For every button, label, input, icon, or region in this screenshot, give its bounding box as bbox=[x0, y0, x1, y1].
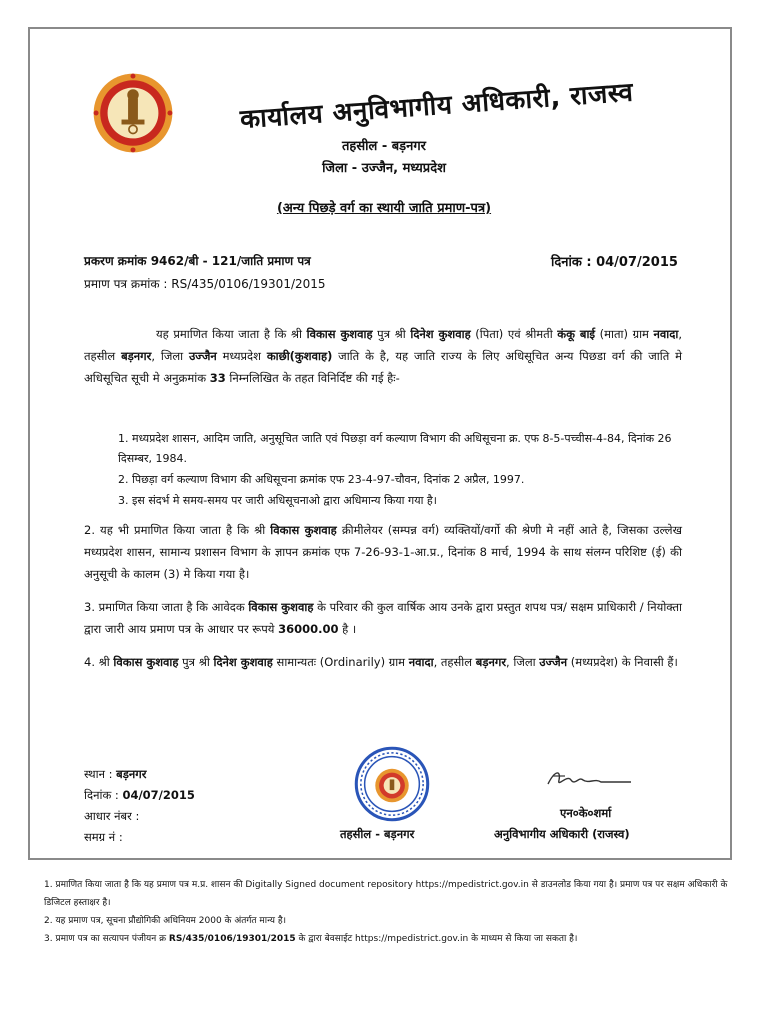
text-run: , जिला bbox=[151, 349, 189, 363]
officer-signature-icon bbox=[545, 766, 635, 792]
samagra-row: समग्र नं : bbox=[84, 830, 123, 844]
bold-text-run: उज्जैन bbox=[188, 349, 217, 363]
text-run: 1. प्रमाणित किया जाता है कि यह प्रमाण पत्र म.प्र. शासन की Digitally Signed document repository https://mpedistrict.gov.in से डाउनलोड किया गया है। प्रमाण पत्र पर सक्षम अधिकारी के डिजिटल हस्ताक्षर है। bbox=[44, 880, 728, 908]
footer-note bbox=[44, 930, 744, 948]
bold-text-run: विकास कुशवाह bbox=[270, 523, 337, 537]
bold-text-run: विकास कुशवाह bbox=[113, 655, 179, 669]
bold-text-run: नवादा bbox=[408, 655, 434, 669]
bold-text-run: RS/435/0106/19301/2015 bbox=[168, 934, 296, 944]
paragraph-2 bbox=[84, 519, 682, 585]
bold-text-run: 33 bbox=[209, 371, 226, 385]
bold-text-run: दिनेश कुशवाह bbox=[213, 655, 273, 669]
date-row: दिनांक : 04/07/2015 bbox=[84, 788, 195, 802]
bold-text-run: उज्जैन bbox=[539, 655, 568, 669]
bold-text-run: कंकू बाई bbox=[557, 327, 596, 341]
bold-text-run: काछी(कुशवाह) bbox=[266, 349, 333, 363]
seal-label: तहसील - बड़नगर bbox=[340, 827, 415, 841]
tehsil-line: तहसील - बड़नगर bbox=[342, 139, 426, 154]
officer-title: अनुविभागीय अधिकारी (राजस्व) bbox=[494, 827, 630, 841]
office-title: कार्यालय अनुविभागीय अधिकारी, राजस्व bbox=[239, 77, 635, 135]
text-run: , तहसील bbox=[84, 327, 683, 363]
text-run: 2. यह प्रमाण पत्र, सूचना प्रौद्योगिकी अधिनियम 2000 के अंतर्गत मान्य है। bbox=[44, 916, 287, 926]
aadhar-row: आधार नंबर : bbox=[84, 809, 140, 823]
district-line: जिला - उज्जैन, मध्यप्रदेश bbox=[322, 161, 446, 176]
text-run: , तहसील bbox=[433, 655, 476, 669]
text-run: 3. प्रमाणित किया जाता है कि आवेदक bbox=[84, 600, 249, 614]
text-run: है । bbox=[338, 622, 357, 636]
certificate-type: (अन्य पिछड़े वर्ग का स्थायी जाति प्रमाण-पत्र) bbox=[276, 201, 492, 216]
text-run: के परिवार की कुल वार्षिक आय उनके द्वारा प्रस्तुत शपथ पत्र/ सक्षम प्राधिकारी / नियोक्ता द्वारा जारी आय प्रमाण पत्र के आधार पर रूपये bbox=[84, 600, 682, 636]
bold-text-run: बड़नगर bbox=[475, 655, 507, 669]
list-item: 1. मध्यप्रदेश शासन, आदिम जाति, अनुसूचित जाति एवं पिछड़ा वर्ग कल्याण विभाग की अधिसूचना क्र. एफ 8-5-पच्चीस-4-84, दिनांक 26 दिसम्बर, 1984. bbox=[118, 432, 672, 465]
footer-notes bbox=[44, 876, 744, 948]
list-item: 3. इस संदर्भ मे समय-समय पर जारी अधिसूचनाओ द्वारा अधिमान्य किया गया है। bbox=[118, 494, 437, 507]
paragraph-3 bbox=[84, 596, 682, 640]
text-run: पुत्र श्री bbox=[372, 327, 411, 341]
text-run: जाति के है, यह जाति राज्य के लिए अधिसूचित अन्य पिछडा वर्ग की जाति मे अधिसूचित सूची मे अनुक्रमांक bbox=[84, 349, 682, 385]
text-run: (माता) ग्राम bbox=[595, 327, 654, 341]
officer-name: एन०के०शर्मा bbox=[560, 806, 612, 820]
footer-note bbox=[44, 912, 744, 930]
tehsil-seal-icon bbox=[354, 746, 430, 822]
text-run: निम्नलिखित के तहत विनिर्दिष्ट की गई हैः- bbox=[225, 371, 400, 385]
text-run: 2. यह भी प्रमाणित किया जाता है कि श्री bbox=[84, 523, 271, 537]
text-run: 3. प्रमाण पत्र का सत्यापन पंजीयन क्र bbox=[44, 934, 169, 944]
text-run: (मध्यप्रदेश) के निवासी हैं। bbox=[567, 655, 678, 669]
text-run: मध्यप्रदेश bbox=[216, 349, 267, 363]
paragraph-1 bbox=[84, 323, 682, 389]
text-run: पुत्र श्री bbox=[178, 655, 214, 669]
issue-date: दिनांक : 04/07/2015 bbox=[551, 255, 678, 270]
paragraph-4 bbox=[84, 651, 682, 673]
text-run: यह प्रमाणित किया जाता है कि श्री bbox=[156, 327, 307, 341]
text-run: 4. श्री bbox=[84, 655, 114, 669]
bold-text-run: नवादा bbox=[653, 327, 679, 341]
text-run: सामान्यतः (Ordinarily) ग्राम bbox=[272, 655, 409, 669]
bold-text-run: विकास कुशवाह bbox=[306, 327, 373, 341]
bold-text-run: 36000.00 bbox=[278, 622, 339, 636]
bold-text-run: बड़नगर bbox=[121, 349, 152, 363]
notification-list bbox=[118, 429, 682, 512]
text-run: क्रीमीलेयर (सम्पन्न वर्ग) व्यक्तियों/वर्गो की श्रेणी मे नहीं आते है, जिसका उल्लेख मध्यप्रदेश शासन, सामान्य प्रशासन विभाग के ज्ञापन क्रमांक एफ 7-26-93-1-आ.प्र., दिनांक 8 मार्च, 1994 के साथ संलग्न परिशिष्ट (ई) की अनुसूची के कालम (3) मे किया गया है। bbox=[84, 523, 682, 581]
list-item: 2. पिछड़ा वर्ग कल्याण विभाग की अधिसूचना क्रमांक एफ 23-4-97-चौवन, दिनांक 2 अप्रैल, 1997. bbox=[118, 473, 525, 486]
text-run: , जिला bbox=[506, 655, 540, 669]
place-row: स्थान : बड़नगर bbox=[84, 767, 147, 781]
bold-text-run: विकास कुशवाह bbox=[248, 600, 314, 614]
footer-note bbox=[44, 876, 744, 912]
case-number: प्रकरण क्रमांक 9462/बी - 121/जाति प्रमाण पत्र bbox=[84, 254, 311, 268]
bold-text-run: दिनेश कुशवाह bbox=[410, 327, 471, 341]
certificate-number: प्रमाण पत्र क्रमांक : RS/435/0106/19301/2015 bbox=[84, 277, 326, 291]
sign-details bbox=[84, 764, 195, 848]
text-run: (पिता) एवं श्रीमती bbox=[470, 327, 558, 341]
text-run: के द्वारा बेवसाईट https://mpedistrict.gov.in के माध्यम से किया जा सकता है। bbox=[295, 934, 578, 944]
